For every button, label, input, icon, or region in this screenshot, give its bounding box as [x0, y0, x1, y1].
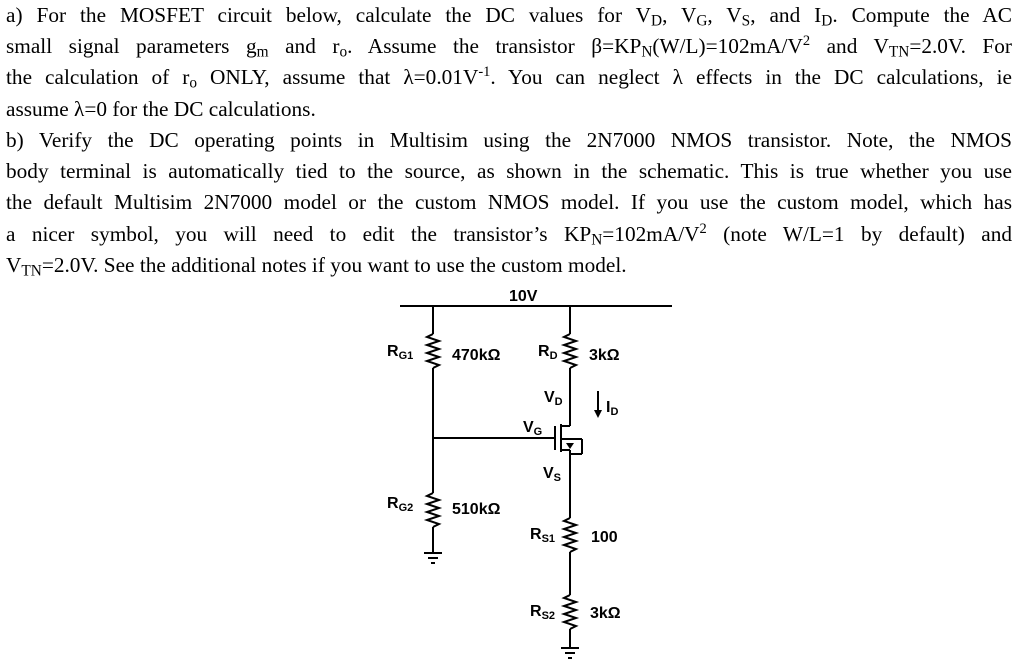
vd-label: VD — [544, 389, 563, 408]
text-line: the default Multisim 2N7000 model or the custom NMOS model. If you use the custom model, which has — [6, 190, 1012, 215]
text-line: the calculation of $r_o$ ONLY, assume that $\lambda=0.01V^{-1}$. You can neglect λ effects in the DC calculations, ie — [6, 64, 1012, 92]
mosfet-source-arrow-icon — [566, 443, 574, 449]
rs1-value: 100 — [591, 529, 618, 546]
vg-label: VG — [523, 419, 543, 438]
rs2-value: 3kΩ — [590, 605, 621, 622]
rd-label: RD — [538, 343, 558, 362]
supply-label: 10V — [509, 288, 538, 305]
text-line: body terminal is automatically tied to the source, as shown in the schematic. This is true whether you use — [6, 159, 1012, 184]
rg1-label: RG1 — [387, 343, 414, 362]
rg2-value: 510kΩ — [452, 501, 501, 518]
current-arrow-icon — [594, 391, 602, 418]
rg2-label: RG2 — [387, 495, 414, 514]
rs1-label: RS1 — [530, 526, 556, 545]
ground-icon — [561, 648, 579, 658]
rg1-value: 470kΩ — [452, 347, 501, 364]
vs-label: VS — [543, 465, 562, 484]
resistor-rd-symbol — [564, 334, 576, 368]
text-line: a) For the MOSFET circuit below, calculate the DC values for $V_D$, $V_G$, $V_S$, and $I_D$. Compute the AC — [6, 3, 1012, 30]
resistor-rs2-symbol — [564, 595, 576, 629]
text-line: assume λ=0 for the DC calculations. — [6, 96, 316, 121]
rs2-label: RS2 — [530, 603, 556, 622]
resistor-rs1-symbol — [564, 518, 576, 552]
resistor-rg1-symbol — [427, 334, 439, 368]
text-line: a nicer symbol, you will need to edit the transistor’s $KP_N=102mA/V^2$ (note W/L=1 by default) and — [6, 220, 1012, 248]
resistor-rg2-symbol — [427, 493, 439, 527]
text-line: small signal parameters $g_m$ and $r_o$. Assume the transistor $\beta=KP_N(W/L)=102mA/V^2$ and $V_{TN}=2.0V$. For — [6, 33, 1013, 61]
id-label: ID — [606, 399, 619, 418]
rd-value: 3kΩ — [589, 347, 620, 364]
text-line: b) Verify the DC operating points in Multisim using the 2N7000 NMOS transistor. Note, the NMOS — [6, 128, 1012, 152]
text-line: $V_{TN}=2.0V$. See the additional notes if you want to use the custom model. — [6, 252, 627, 280]
ground-icon — [424, 553, 442, 563]
